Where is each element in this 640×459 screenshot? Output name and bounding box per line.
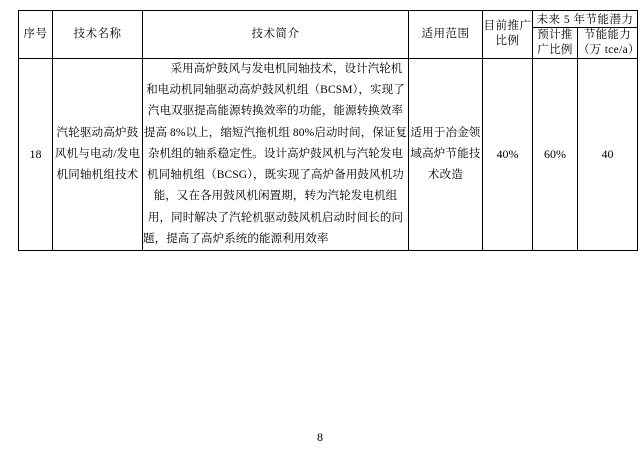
cell-current-ratio: 40% — [483, 58, 533, 250]
column-header-scope: 适用范围 — [409, 11, 483, 59]
column-header-future-ratio: 预计推广比例 — [533, 28, 578, 59]
technology-table — [18, 10, 638, 251]
table-header — [19, 11, 638, 59]
cell-tech-desc — [143, 58, 409, 250]
column-header-future-potential: 未来 5 年节能潜力 — [533, 11, 638, 28]
column-header-tech-name: 技术名称 — [53, 11, 143, 59]
table-header-row-1 — [19, 11, 638, 28]
cell-scope: 适用于冶金领域高炉节能技术改造 — [409, 58, 483, 250]
column-header-current-ratio: 目前推广比例 — [483, 11, 533, 59]
table-row — [19, 58, 638, 250]
column-header-saving-capacity: 节能能力（万 tce/a） — [578, 28, 638, 59]
table-body — [19, 58, 638, 250]
cell-no: 18 — [19, 58, 53, 250]
column-header-no: 序号 — [19, 11, 53, 59]
page-number: 8 — [317, 430, 323, 444]
cell-future-ratio: 60% — [533, 58, 578, 250]
cell-tech-desc-text: 采用高炉鼓风与发电机同轴技术，设计汽轮机和电动机同轴驱动高炉鼓风机组（BCSM），实现了汽电双驱提高能源转换效率的功能，能源转换效率提高 8%以上，缩短汽拖机组 80%启动时间，保证复杂机组的轴系稳定性。设计高炉鼓风机与汽轮发电机同轴机组（BCSG），既实现了高炉备用鼓风机功能，又在各用鼓风机闲置期，转为汽轮发电机组用，同时解决了汽轮机驱动鼓风机启动时间长的问题，提高了高炉系统的能源利用效率 — [143, 62, 408, 245]
cell-tech-name: 汽轮驱动高炉鼓风机与电动/发电机同轴机组技术 — [53, 58, 143, 250]
column-header-tech-desc: 技术简介 — [143, 11, 409, 59]
cell-saving-capacity: 40 — [578, 58, 638, 250]
